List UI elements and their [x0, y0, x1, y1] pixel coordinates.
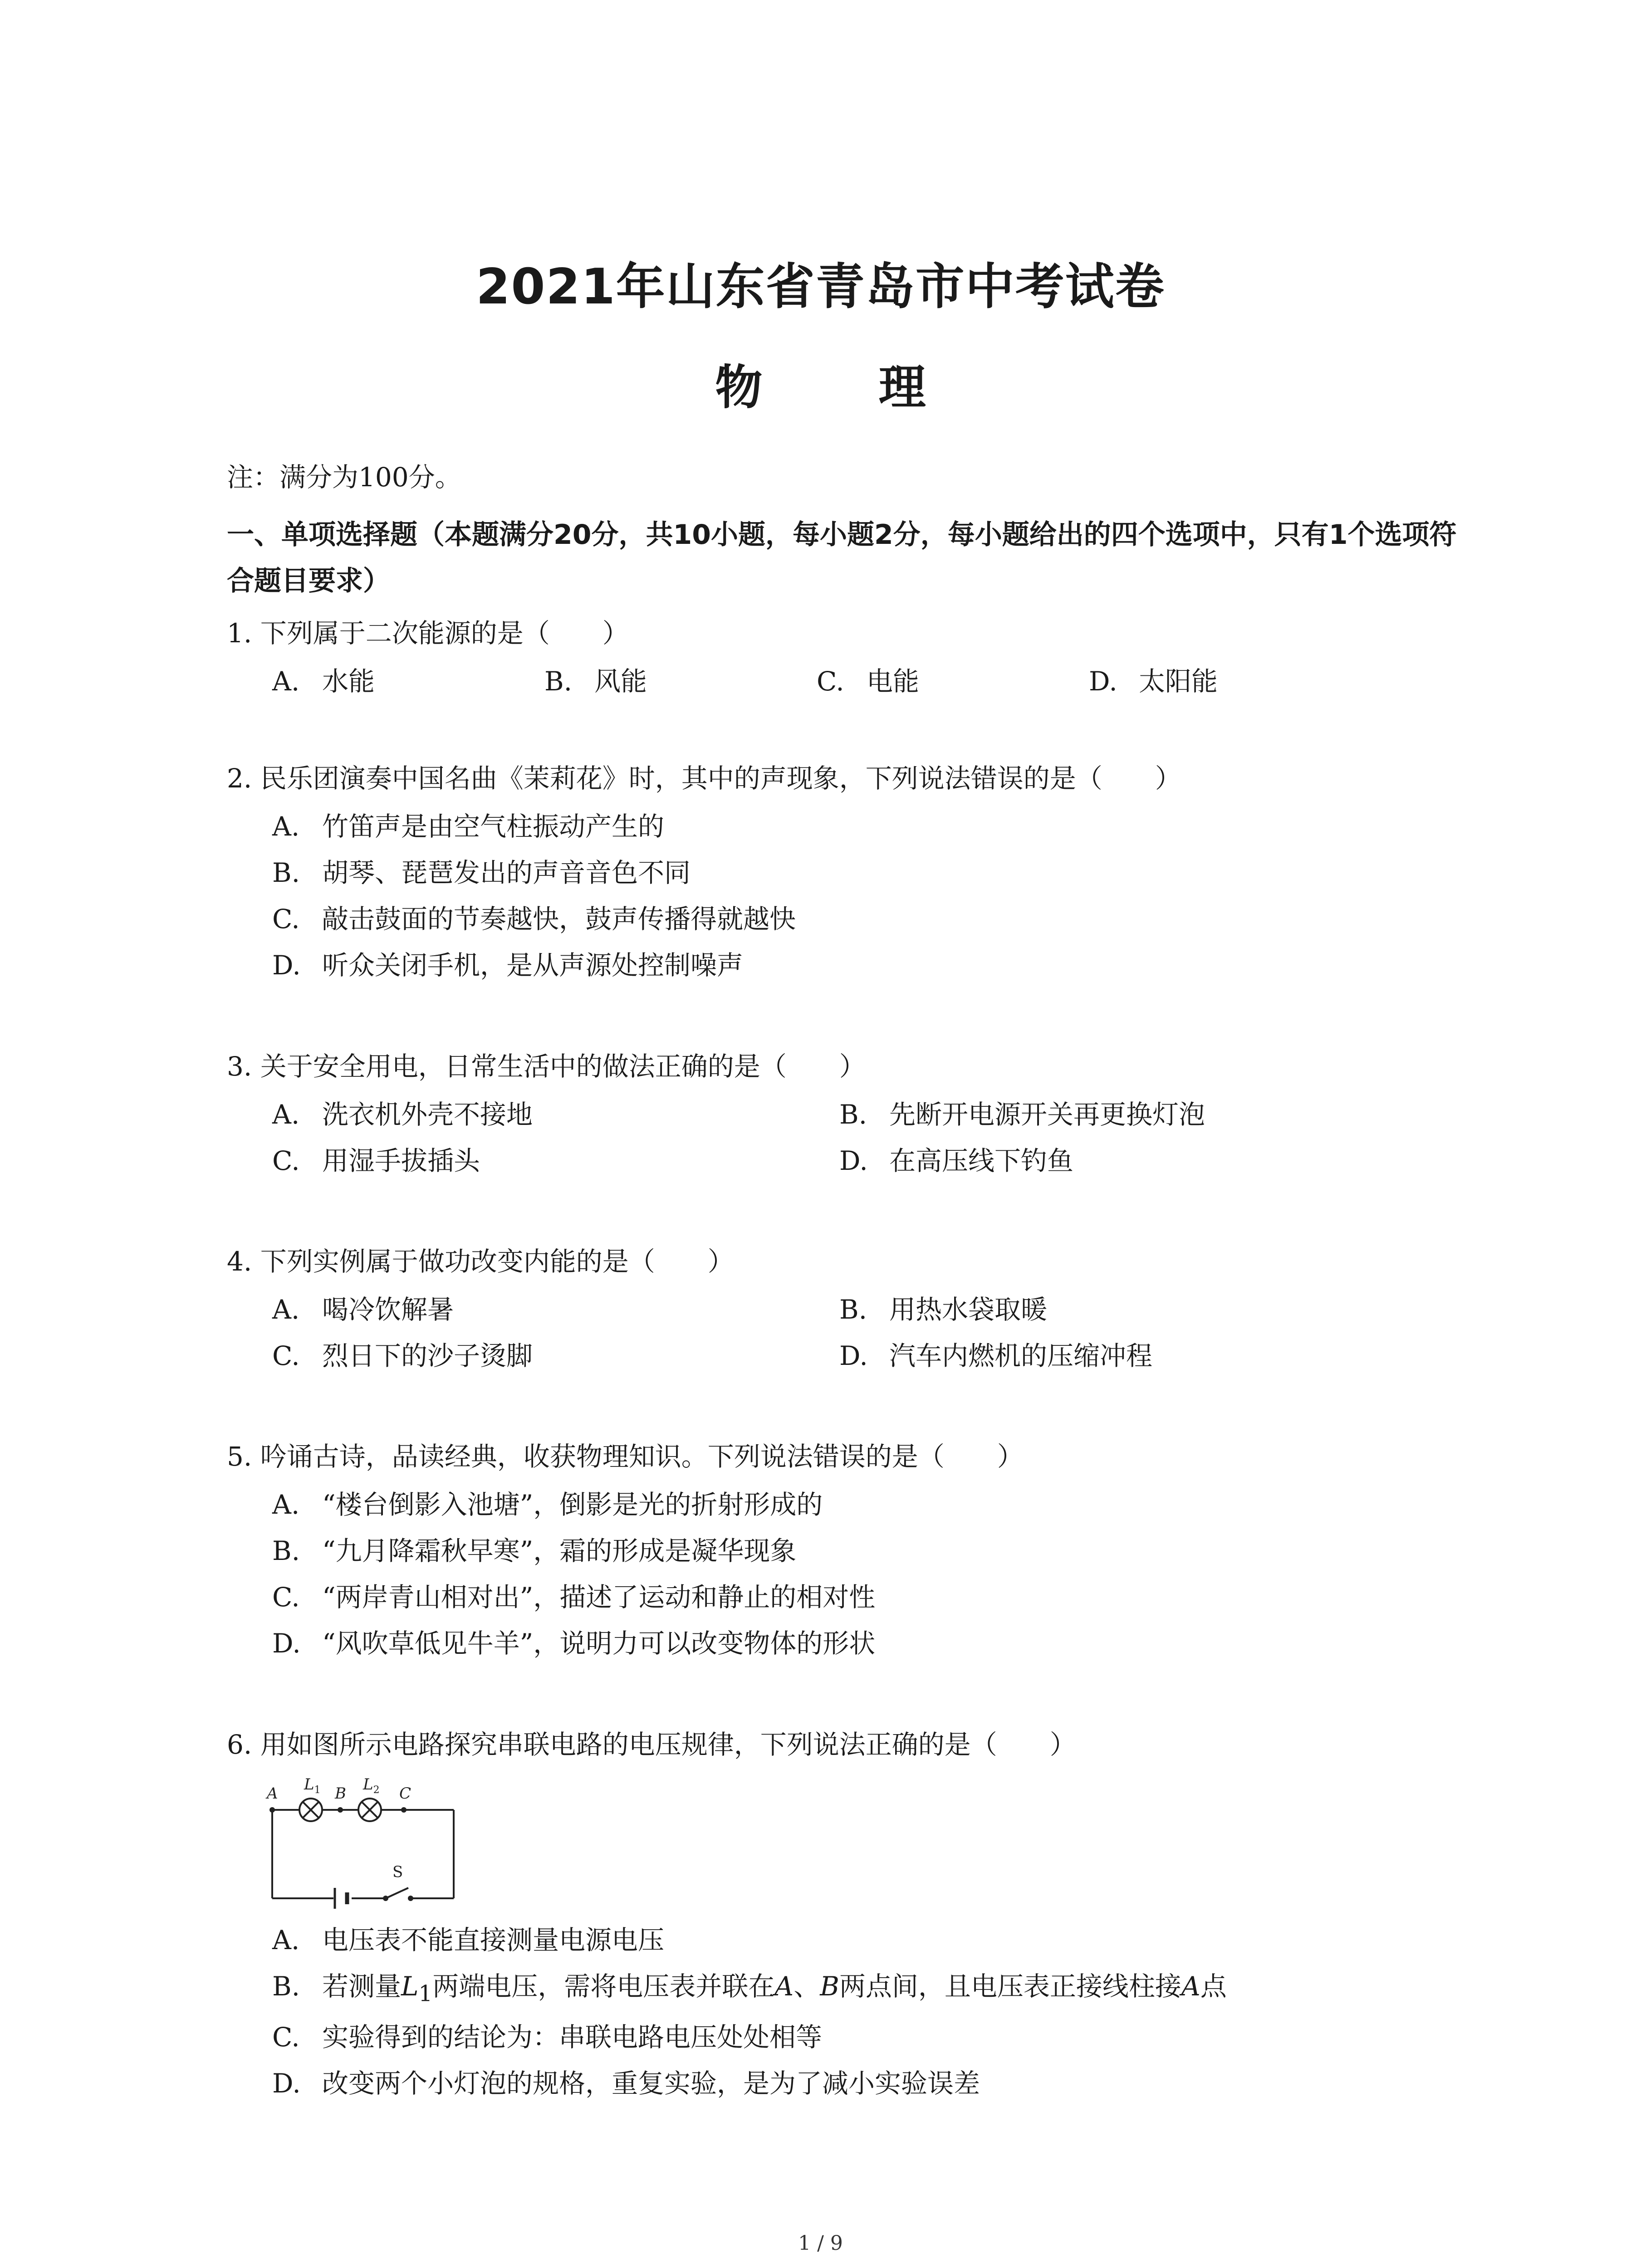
label-a: A: [267, 1784, 278, 1803]
question-2-stem: 2. 民乐团演奏中国名曲《茉莉花》时，其中的声现象，下列说法错误的是（ ）: [227, 763, 1181, 794]
q6-option-d: D. 改变两个小灯泡的规格，重复实验，是为了减小实验误差: [272, 2068, 980, 2099]
label-s: S: [392, 1863, 403, 1881]
label-l1: $L_1$: [304, 1775, 321, 1796]
q2-option-a: A. 竹笛声是由空气柱振动产生的: [272, 811, 665, 842]
q2-option-b: B. 胡琴、琵琶发出的声音音色不同: [272, 857, 691, 888]
q3-option-d: D. 在高压线下钓鱼: [839, 1145, 1074, 1176]
switch-icon: [386, 1888, 408, 1898]
score-note: 注：满分为100分。: [227, 462, 461, 493]
question-3-stem: 3. 关于安全用电，日常生活中的做法正确的是（ ）: [227, 1051, 866, 1082]
q6-option-b: B. 若测量$L_1$两端电压，需将电压表并联在A、B两点间，且电压表正接线柱接A点: [272, 1971, 1227, 2007]
question-6-stem: 6. 用如图所示电路探究串联电路的电压规律，下列说法正确的是（ ）: [227, 1729, 1076, 1760]
q5-option-c: C. “两岸青山相对出”，描述了运动和静止的相对性: [272, 1582, 876, 1613]
q5-option-a: A. “楼台倒影入池塘”，倒影是光的折射形成的: [272, 1489, 823, 1520]
page-number: 1 / 9: [798, 2232, 843, 2255]
label-b: B: [335, 1784, 346, 1803]
q1-option-d: D. 太阳能: [1089, 666, 1218, 697]
label-c: C: [399, 1784, 411, 1803]
section-header: 一、单项选择题（本题满分20分，共10小题，每小题2分，每小题给出的四个选项中，只有1个选项符合题目要求）: [227, 519, 1457, 597]
q2-option-c: C. 敲击鼓面的节奏越快，鼓声传播得就越快: [272, 904, 796, 934]
question-5-stem: 5. 吟诵古诗，品读经典，收获物理知识。下列说法错误的是（ ）: [227, 1441, 1024, 1472]
q5-option-b: B. “九月降霜秋早寒”，霜的形成是凝华现象: [272, 1535, 797, 1566]
q1-option-b: B. 风能: [544, 666, 647, 697]
q4-option-a: A. 喝冷饮解暑: [272, 1294, 454, 1325]
q3-option-b: B. 先断开电源开关再更换灯泡: [839, 1099, 1205, 1130]
question-4-stem: 4. 下列实例属于做功改变内能的是（ ）: [227, 1246, 734, 1277]
q4-option-c: C. 烈日下的沙子烫脚: [272, 1340, 533, 1371]
subject-title: 物 理: [715, 360, 976, 415]
q3-option-a: A. 洗衣机外壳不接地: [272, 1099, 533, 1130]
q5-option-d: D. “风吹草低见牛羊”，说明力可以改变物体的形状: [272, 1628, 876, 1659]
question-1-stem: 1. 下列属于二次能源的是（ ）: [227, 618, 629, 649]
q2-option-d: D. 听众关闭手机，是从声源处控制噪声: [272, 950, 744, 981]
q3-option-c: C. 用湿手拔插头: [272, 1145, 480, 1176]
series-circuit-diagram: [254, 1760, 472, 1910]
q1-option-c: C. 电能: [817, 666, 920, 697]
q4-option-b: B. 用热水袋取暖: [839, 1294, 1048, 1325]
q4-option-d: D. 汽车内燃机的压缩冲程: [839, 1340, 1153, 1371]
q1-option-a: A. 水能: [272, 666, 375, 697]
exam-title: 2021年山东省青岛市中考试卷: [476, 259, 1165, 315]
q6-option-a: A. 电压表不能直接测量电源电压: [272, 1925, 665, 1955]
label-l2: $L_2$: [363, 1775, 380, 1796]
q6-option-c: C. 实验得到的结论为：串联电路电压处处相等: [272, 2022, 823, 2053]
